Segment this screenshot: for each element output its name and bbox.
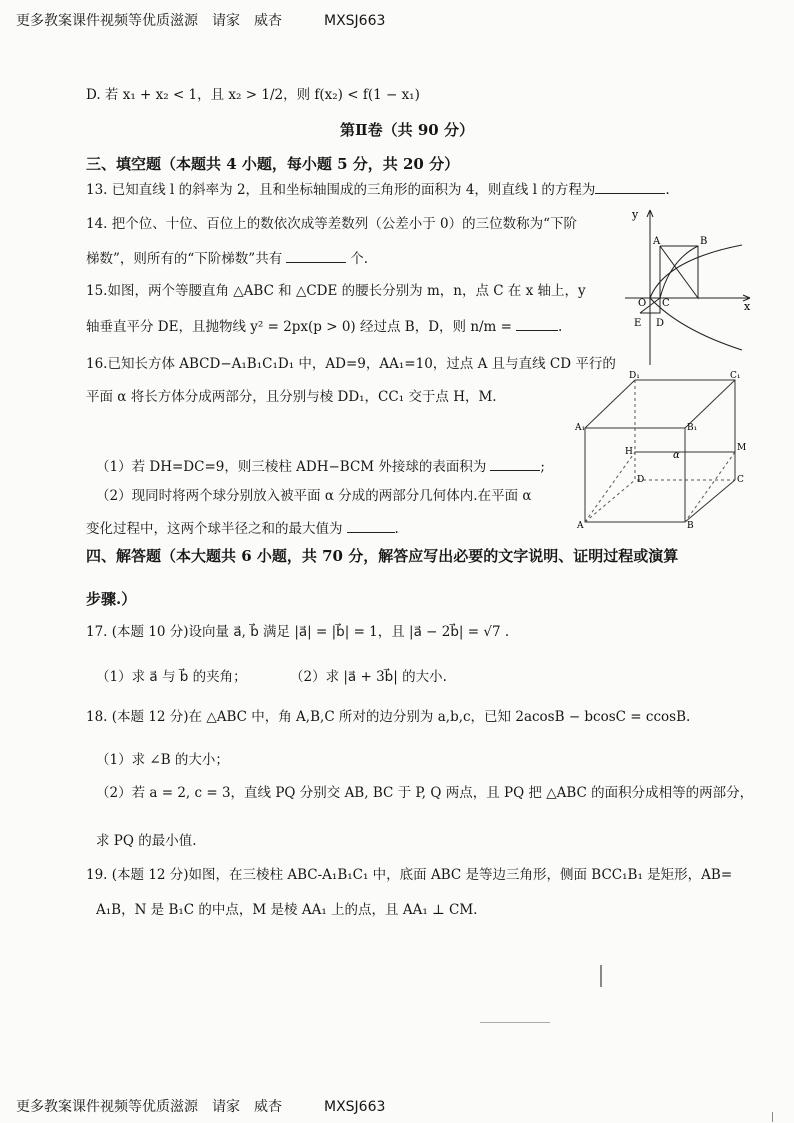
answer-blank-16-1 xyxy=(490,470,540,471)
label-o: O xyxy=(638,298,647,309)
question-16-part1: （1）若 DH=DC=9，则三棱柱 ADH−BCM 外接球的表面积为 ; xyxy=(96,459,545,475)
question-18-sub2: （2）若 a = 2, c = 3，直线 PQ 分别交 AB, BC 于 P, Q 两点，且 PQ 把 △ABC 的面积分成相等的两部分， xyxy=(96,785,754,801)
question-16-part2b: 变化过程中，这两个球半径之和的最大值为 . xyxy=(86,521,399,537)
question-19-line1: 19. (本题 12 分)如图，在三棱柱 ABC-A₁B₁C₁ 中，底面 ABC 是等边三角形，侧面 BCC₁B₁ 是矩形，AB= xyxy=(86,867,733,883)
question-15-line2: 轴垂直平分 DE，且抛物线 y² = 2px(p > 0) 经过点 B，D，则 n/m = . xyxy=(86,319,563,335)
scan-speck xyxy=(600,965,602,987)
question-16-part2: （2）现同时将两个球分别放入被平面 α 分成的两部分几何体内.在平面 α xyxy=(96,488,532,504)
question-17-sub1: （1）求 a⃗ 与 b⃗ 的夹角； xyxy=(96,669,247,685)
label-a1: A₁ xyxy=(575,423,586,433)
option-d: D. 若 x₁ + x₂ < 1，且 x₂ > 1/2，则 f(x₂) < f(1 − x₁) xyxy=(86,87,420,103)
answer-blank-13 xyxy=(595,193,665,194)
question-15-text: 轴垂直平分 DE，且抛物线 y² = 2px(p > 0) 经过点 B，D，则 n/m = xyxy=(86,319,512,335)
label-d: D xyxy=(637,475,645,485)
label-alpha: α xyxy=(673,450,680,461)
answer-blank-16-2 xyxy=(347,532,395,533)
label-d1: D₁ xyxy=(629,371,640,381)
section4-heading-line1: 四、解答题（本大题共 6 小题，共 70 分，解答应写出必要的文字说明、证明过程或演算 xyxy=(86,547,679,565)
label-b: B xyxy=(700,236,708,247)
edge-b1-c1 xyxy=(685,380,735,428)
label-c: C xyxy=(737,475,744,485)
figure-16-cuboid xyxy=(575,370,747,530)
triangle-abc xyxy=(660,246,698,298)
question-14-line1: 14. 把个位、十位、百位上的数依次成等差数列（公差小于 0）的三位数称为“下阶 xyxy=(86,216,578,232)
question-16-part2b-text: 变化过程中，这两个球半径之和的最大值为 xyxy=(86,521,343,537)
label-b: B xyxy=(687,521,694,530)
edge-a1-d1 xyxy=(585,380,635,428)
question-16-line1: 16.已知长方体 ABCD−A₁B₁C₁D₁ 中，AD=9，AA₁=10，过点 A 且与直线 CD 平行的 xyxy=(86,356,616,372)
part2-title: 第Ⅱ卷（共 90 分） xyxy=(340,121,474,139)
answer-blank-15 xyxy=(516,330,558,331)
question-17-stem: 17. (本题 10 分)设向量 a⃗, b⃗ 满足 |a⃗| = |b⃗| = 1，且 |a⃗ − 2b⃗| = √7 . xyxy=(86,624,510,640)
label-a: A xyxy=(653,236,661,247)
question-14-line2 xyxy=(86,250,368,268)
section4-heading-line2: 步骤.） xyxy=(86,590,137,608)
label-h: H xyxy=(625,447,633,457)
plane-alpha xyxy=(585,452,735,522)
label-c: C xyxy=(662,298,670,309)
question-14-tail: 个. xyxy=(350,251,369,267)
label-e: E xyxy=(634,318,642,329)
parabola-upper xyxy=(650,245,742,298)
question-18-stem: 18. (本题 12 分)在 △ABC 中，角 A,B,C 所对的边分别为 a,b,c，已知 2acosB − bcosC = ccosB. xyxy=(86,709,691,725)
label-m: M xyxy=(737,443,747,453)
label-a: A xyxy=(577,521,584,530)
question-17-sub2: （2）求 |a⃗ + 3b⃗| 的大小. xyxy=(290,669,447,685)
question-16-part1-text: （1）若 DH=DC=9，则三棱柱 ADH−BCM 外接球的表面积为 xyxy=(96,459,487,475)
scan-speck xyxy=(772,1112,773,1122)
question-14-text: 梯数”，则所有的“下阶梯数”共有 xyxy=(86,251,283,267)
page-header: 更多教案课件视频等优质滋源 请家 威杏 MXSJ663 xyxy=(16,13,386,29)
question-19-line2: A₁B，N 是 B₁C 的中点，M 是棱 AA₁ 上的点，且 AA₁ ⊥ CM. xyxy=(96,902,478,918)
page-footer: 更多教案课件视频等优质滋源 请家 威杏 MXSJ663 xyxy=(16,1099,386,1115)
question-13: 13. 已知直线 l 的斜率为 2，且和坐标轴围成的三角形的面积为 4，则直线 l 的方程为 . xyxy=(86,182,670,198)
label-d: D xyxy=(656,318,665,329)
answer-blank-14 xyxy=(286,262,346,263)
label-c1: C₁ xyxy=(730,371,741,381)
label-y: y xyxy=(632,208,639,221)
figure-15-coordinate-plot xyxy=(620,200,760,370)
section3-heading: 三、填空题（本题共 4 小题，每小题 5 分，共 20 分） xyxy=(86,155,460,173)
scan-speck xyxy=(480,1022,550,1023)
question-13-text: 13. 已知直线 l 的斜率为 2，且和坐标轴围成的三角形的面积为 4，则直线 l 的方程为 xyxy=(86,182,596,198)
label-x: x xyxy=(744,300,751,313)
label-b1: B₁ xyxy=(687,423,698,433)
question-15-line1: 15.如图，两个等腰直角 △ABC 和 △CDE 的腰长分别为 m，n，点 C 在 x 轴上，y xyxy=(86,283,586,299)
question-16-line2: 平面 α 将长方体分成两部分，且分别与棱 DD₁，CC₁ 交于点 H，M. xyxy=(86,389,497,405)
question-18-sub1: （1）求 ∠B 的大小； xyxy=(96,752,229,768)
question-18-sub2b: 求 PQ 的最小值. xyxy=(96,833,197,849)
